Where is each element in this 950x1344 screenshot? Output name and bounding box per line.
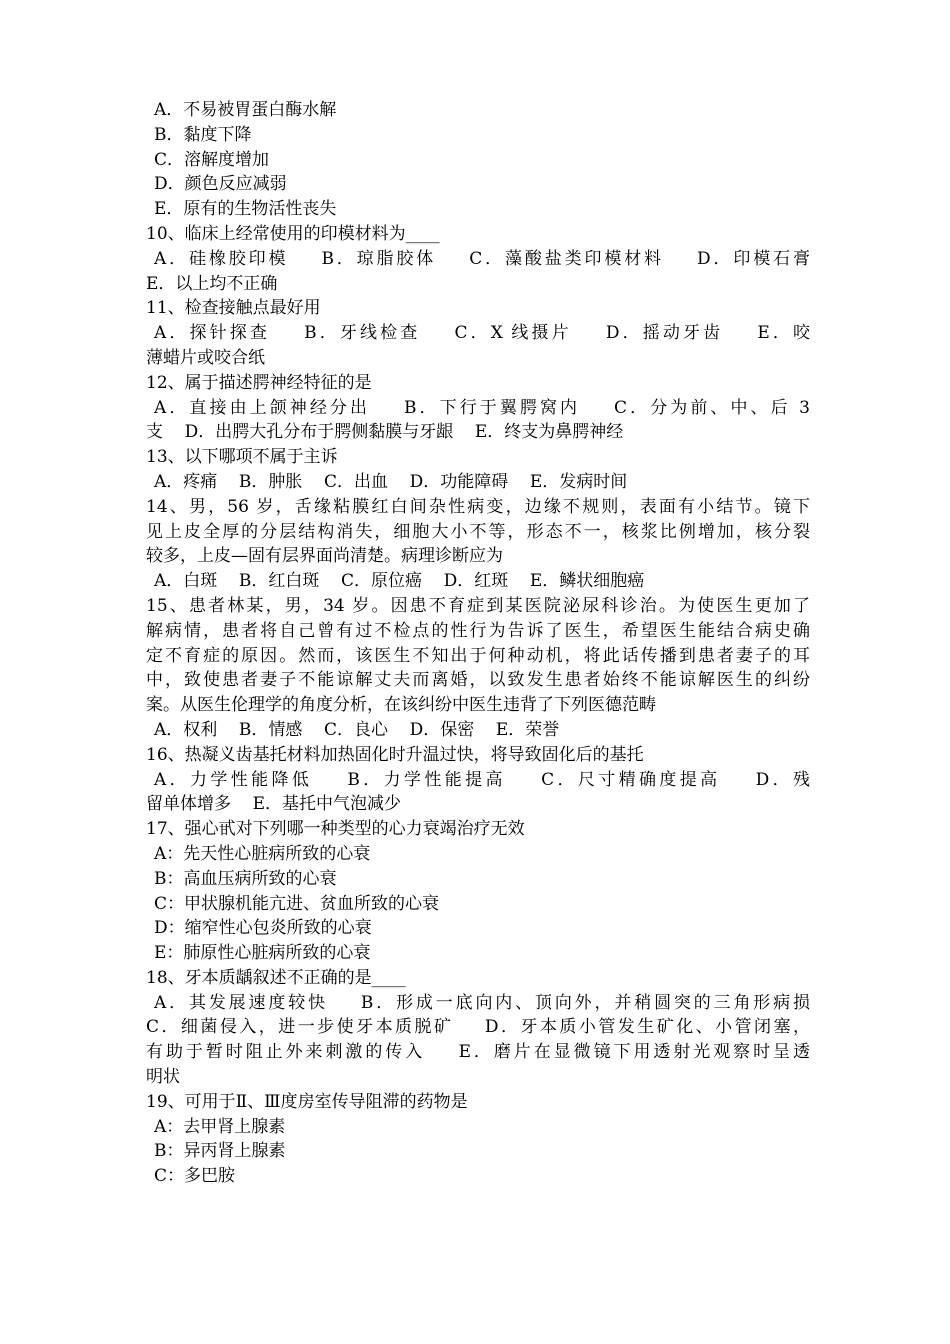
text-line: A．探针探查 B．牙线检查 C．X 线摄片 D．摇动牙齿 E．咬 [154, 323, 810, 344]
text-line: E．原有的生物活性丧失 [154, 199, 337, 220]
text-line: A．权利 B．情感 C．良心 D．保密 E．荣誉 [154, 719, 560, 740]
text-line: D：缩窄性心包炎所致的心衰 [154, 918, 372, 939]
text-line: E：肺原性心脏病所致的心衰 [154, 943, 371, 964]
text-line: 15、患者林某，男，34 岁。因患不育症到某医院泌尿科诊治。为使医生更加了 [146, 595, 810, 616]
text-line: 10、临床上经常使用的印模材料为____ [146, 223, 440, 244]
text-line: D．颜色反应减弱 [154, 174, 287, 195]
text-line: C．溶解度增加 [154, 149, 270, 170]
text-line: 有助于暂时阻止外来刺激的传入 E．磨片在显微镜下用透射光观察时呈透 [146, 1042, 810, 1063]
text-line: 13、以下哪项不属于主诉 [146, 447, 338, 468]
exam-question-text [146, 98, 810, 1189]
text-line: A．不易被胃蛋白酶水解 [154, 100, 337, 120]
text-line: 11、检查接触点最好用 [146, 298, 321, 319]
text-line: 12、属于描述腭神经特征的是 [146, 372, 372, 393]
text-line: A．疼痛 B．肿胀 C．出血 D．功能障碍 E．发病时间 [154, 471, 628, 492]
text-line: E．以上均不正确 [146, 273, 278, 294]
text-line: C．细菌侵入，进一步使牙本质脱矿 D．牙本质小管发生矿化、小管闭塞， [146, 1017, 810, 1038]
text-line: 较多，上皮—固有层界面尚清楚。病理诊断应为 [146, 546, 503, 567]
text-line: A．直接由上颌神经分出 B．下行于翼腭窝内 C．分为前、中、后 3 [154, 397, 810, 418]
text-line: 见上皮全厚的分层结构消失，细胞大小不等，形态不一，核浆比例增加，核分裂 [146, 521, 810, 542]
text-line: 明状 [146, 1067, 180, 1088]
text-line: A．力学性能降低 B．力学性能提高 C．尺寸精确度提高 D．残 [154, 769, 810, 790]
text-line: 14、男，56 岁，舌缘粘膜红白间杂性病变，边缘不规则，表面有小结节。镜下 [146, 496, 810, 517]
text-line: B：高血压病所致的心衰 [154, 868, 337, 889]
text-line: 中，致使患者妻子不能谅解丈夫而离婚，以致发生患者始终不能谅解医生的纠纷 [146, 670, 810, 691]
text-line: 16、热凝义齿基托材料加热固化时升温过快，将导致固化后的基托 [146, 744, 644, 765]
text-line: 17、强心甙对下列哪一种类型的心力衰竭治疗无效 [146, 819, 525, 840]
text-line: A．其发展速度较快 B．形成一底向内、顶向外，并稍圆突的三角形病损 [154, 992, 810, 1013]
text-line: C：甲状腺机能亢进、贫血所致的心衰 [154, 893, 440, 914]
text-line: A：去甲肾上腺素 [154, 1116, 286, 1137]
text-line: 定不育症的原因。然而，该医生不知出于何种动机，将此话传播到患者妻子的耳 [146, 645, 810, 666]
text-line: A：先天性心脏病所致的心衰 [154, 843, 371, 864]
text-line: B．黏度下降 [154, 124, 252, 145]
text-line: 支 D．出腭大孔分布于腭侧黏膜与牙龈 E．终支为鼻腭神经 [146, 422, 624, 443]
text-line: 18、牙本质龋叙述不正确的是____ [146, 967, 406, 988]
text-line: B：异丙肾上腺素 [154, 1141, 286, 1162]
text-line: A．白斑 B．红白斑 C．原位癌 D．红斑 E．鳞状细胞癌 [154, 571, 645, 592]
text-line: 案。从医生伦理学的角度分析，在该纠纷中医生违背了下列医德范畴 [146, 695, 656, 716]
text-line: C：多巴胺 [154, 1166, 236, 1187]
text-line: 19、可用于Ⅱ、Ⅲ度房室传导阻滞的药物是 [146, 1091, 468, 1112]
text-line: 薄蜡片或咬合纸 [146, 347, 265, 368]
text-line: 留单体增多 E．基托中气泡减少 [146, 794, 402, 815]
text-line: 解病情，患者将自己曾有过不检点的性行为告诉了医生，希望医生能结合病史确 [146, 620, 810, 641]
text-line: A．硅橡胶印模 B．琼脂胶体 C．藻酸盐类印模材料 D．印模石膏 [154, 248, 810, 269]
